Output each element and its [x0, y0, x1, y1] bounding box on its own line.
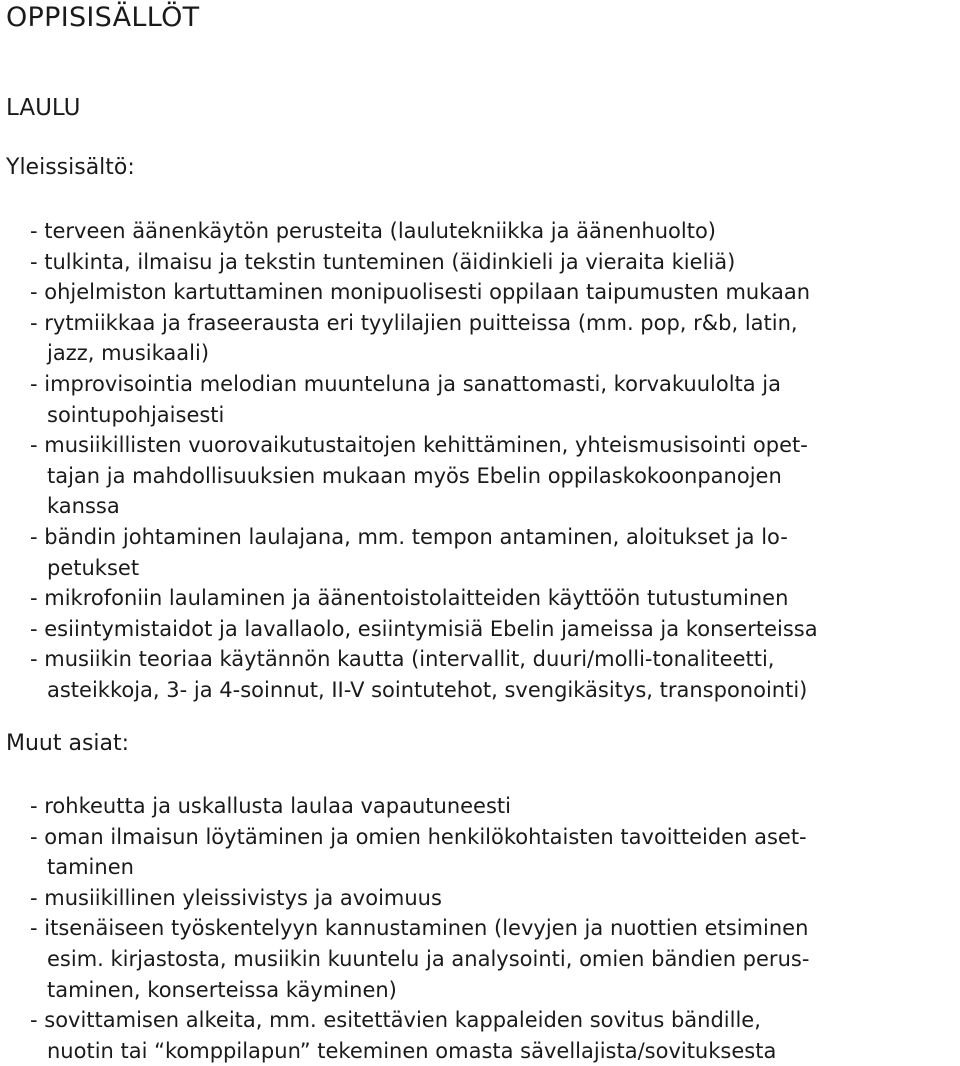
list-item-continuation: asteikkoja, 3- ja 4-soinnut, II-V sointutehot, svengikäsitys, transponointi) — [47, 677, 808, 702]
list-item-text: - rytmiikkaa ja fraseerausta eri tyylilajien puitteissa (mm. pop, r&b, latin, — [30, 310, 798, 335]
list-item-text: - musiikin teoriaa käytännön kautta (intervallit, duuri/molli-tonaliteetti, — [30, 647, 775, 672]
list-item-continuation: taminen, konserteissa käyminen) — [47, 977, 397, 1002]
list-item — [30, 369, 818, 430]
list-item — [30, 644, 818, 705]
list-item — [30, 430, 818, 522]
list-item-continuation: tajan ja mahdollisuuksien mukaan myös Ebelin oppilaskokoonpanojen — [47, 463, 782, 488]
list-item — [30, 247, 818, 278]
list-item — [30, 791, 809, 822]
list-item — [30, 822, 809, 883]
other-matters-list — [30, 791, 809, 1066]
section-heading: LAULU — [6, 95, 81, 121]
list-item-continuation: kanssa — [47, 494, 120, 519]
list-item-text: - itsenäiseen työskentelyyn kannustaminen (levyjen ja nuottien etsiminen — [30, 916, 809, 941]
list-item — [30, 1005, 809, 1066]
list-item-text: - bändin johtaminen laulajana, mm. tempon antaminen, aloitukset ja lo- — [30, 524, 788, 549]
list-item-continuation: nuotin tai “komppilapun” tekeminen omasta sävellajista/sovituksesta — [47, 1038, 777, 1063]
list-item — [30, 522, 818, 583]
page-title: OPPISISÄLLÖT — [6, 2, 200, 33]
list-item-continuation: jazz, musikaali) — [47, 341, 210, 366]
list-item-continuation: taminen — [47, 855, 134, 880]
list-item-text: - tulkinta, ilmaisu ja tekstin tunteminen (äidinkieli ja vieraita kieliä) — [30, 249, 736, 274]
list-item — [30, 583, 818, 614]
list-item-continuation: esim. kirjastosta, musiikin kuuntelu ja analysointi, omien bändien perus- — [47, 946, 810, 971]
list-item-text: - ohjelmiston kartuttaminen monipuolisesti oppilaan taipumusten mukaan — [30, 280, 811, 305]
list-item-text: - sovittamisen alkeita, mm. esitettävien kappaleiden sovitus bändille, — [30, 1008, 761, 1033]
list-item — [30, 913, 809, 1005]
list-item-text: - rohkeutta ja uskallusta laulaa vapautuneesti — [30, 794, 511, 818]
list-item — [30, 308, 818, 369]
list-item-continuation: sointupohjaisesti — [47, 402, 225, 427]
other-matters-heading: Muut asiat: — [6, 731, 130, 756]
list-item-text: - esiintymistaidot ja lavallaolo, esiintymisiä Ebelin jameissa ja konserteissa — [30, 616, 818, 641]
list-item — [30, 216, 818, 247]
list-item-text: - musiikillinen yleissivistys ja avoimuus — [30, 885, 442, 910]
list-item-text: - mikrofoniin laulaminen ja äänentoistolaitteiden käyttöön tutustuminen — [30, 586, 789, 611]
list-item-text: - musiikillisten vuorovaikutustaitojen kehittäminen, yhteismusisointi opet- — [30, 433, 808, 458]
list-item-text: - improvisointia melodian muunteluna ja sanattomasti, korvakuulolta ja — [30, 371, 782, 396]
general-content-list — [30, 216, 818, 706]
list-item-text: - oman ilmaisun löytäminen ja omien henkilökohtaisten tavoitteiden aset- — [30, 824, 807, 849]
list-item — [30, 277, 818, 308]
list-item-text: - terveen äänenkäytön perusteita (laulutekniikka ja äänenhuolto) — [30, 219, 716, 243]
general-content-heading: Yleissisältö: — [6, 155, 135, 180]
list-item-continuation: petukset — [47, 555, 140, 580]
list-item — [30, 614, 818, 645]
list-item — [30, 883, 809, 914]
